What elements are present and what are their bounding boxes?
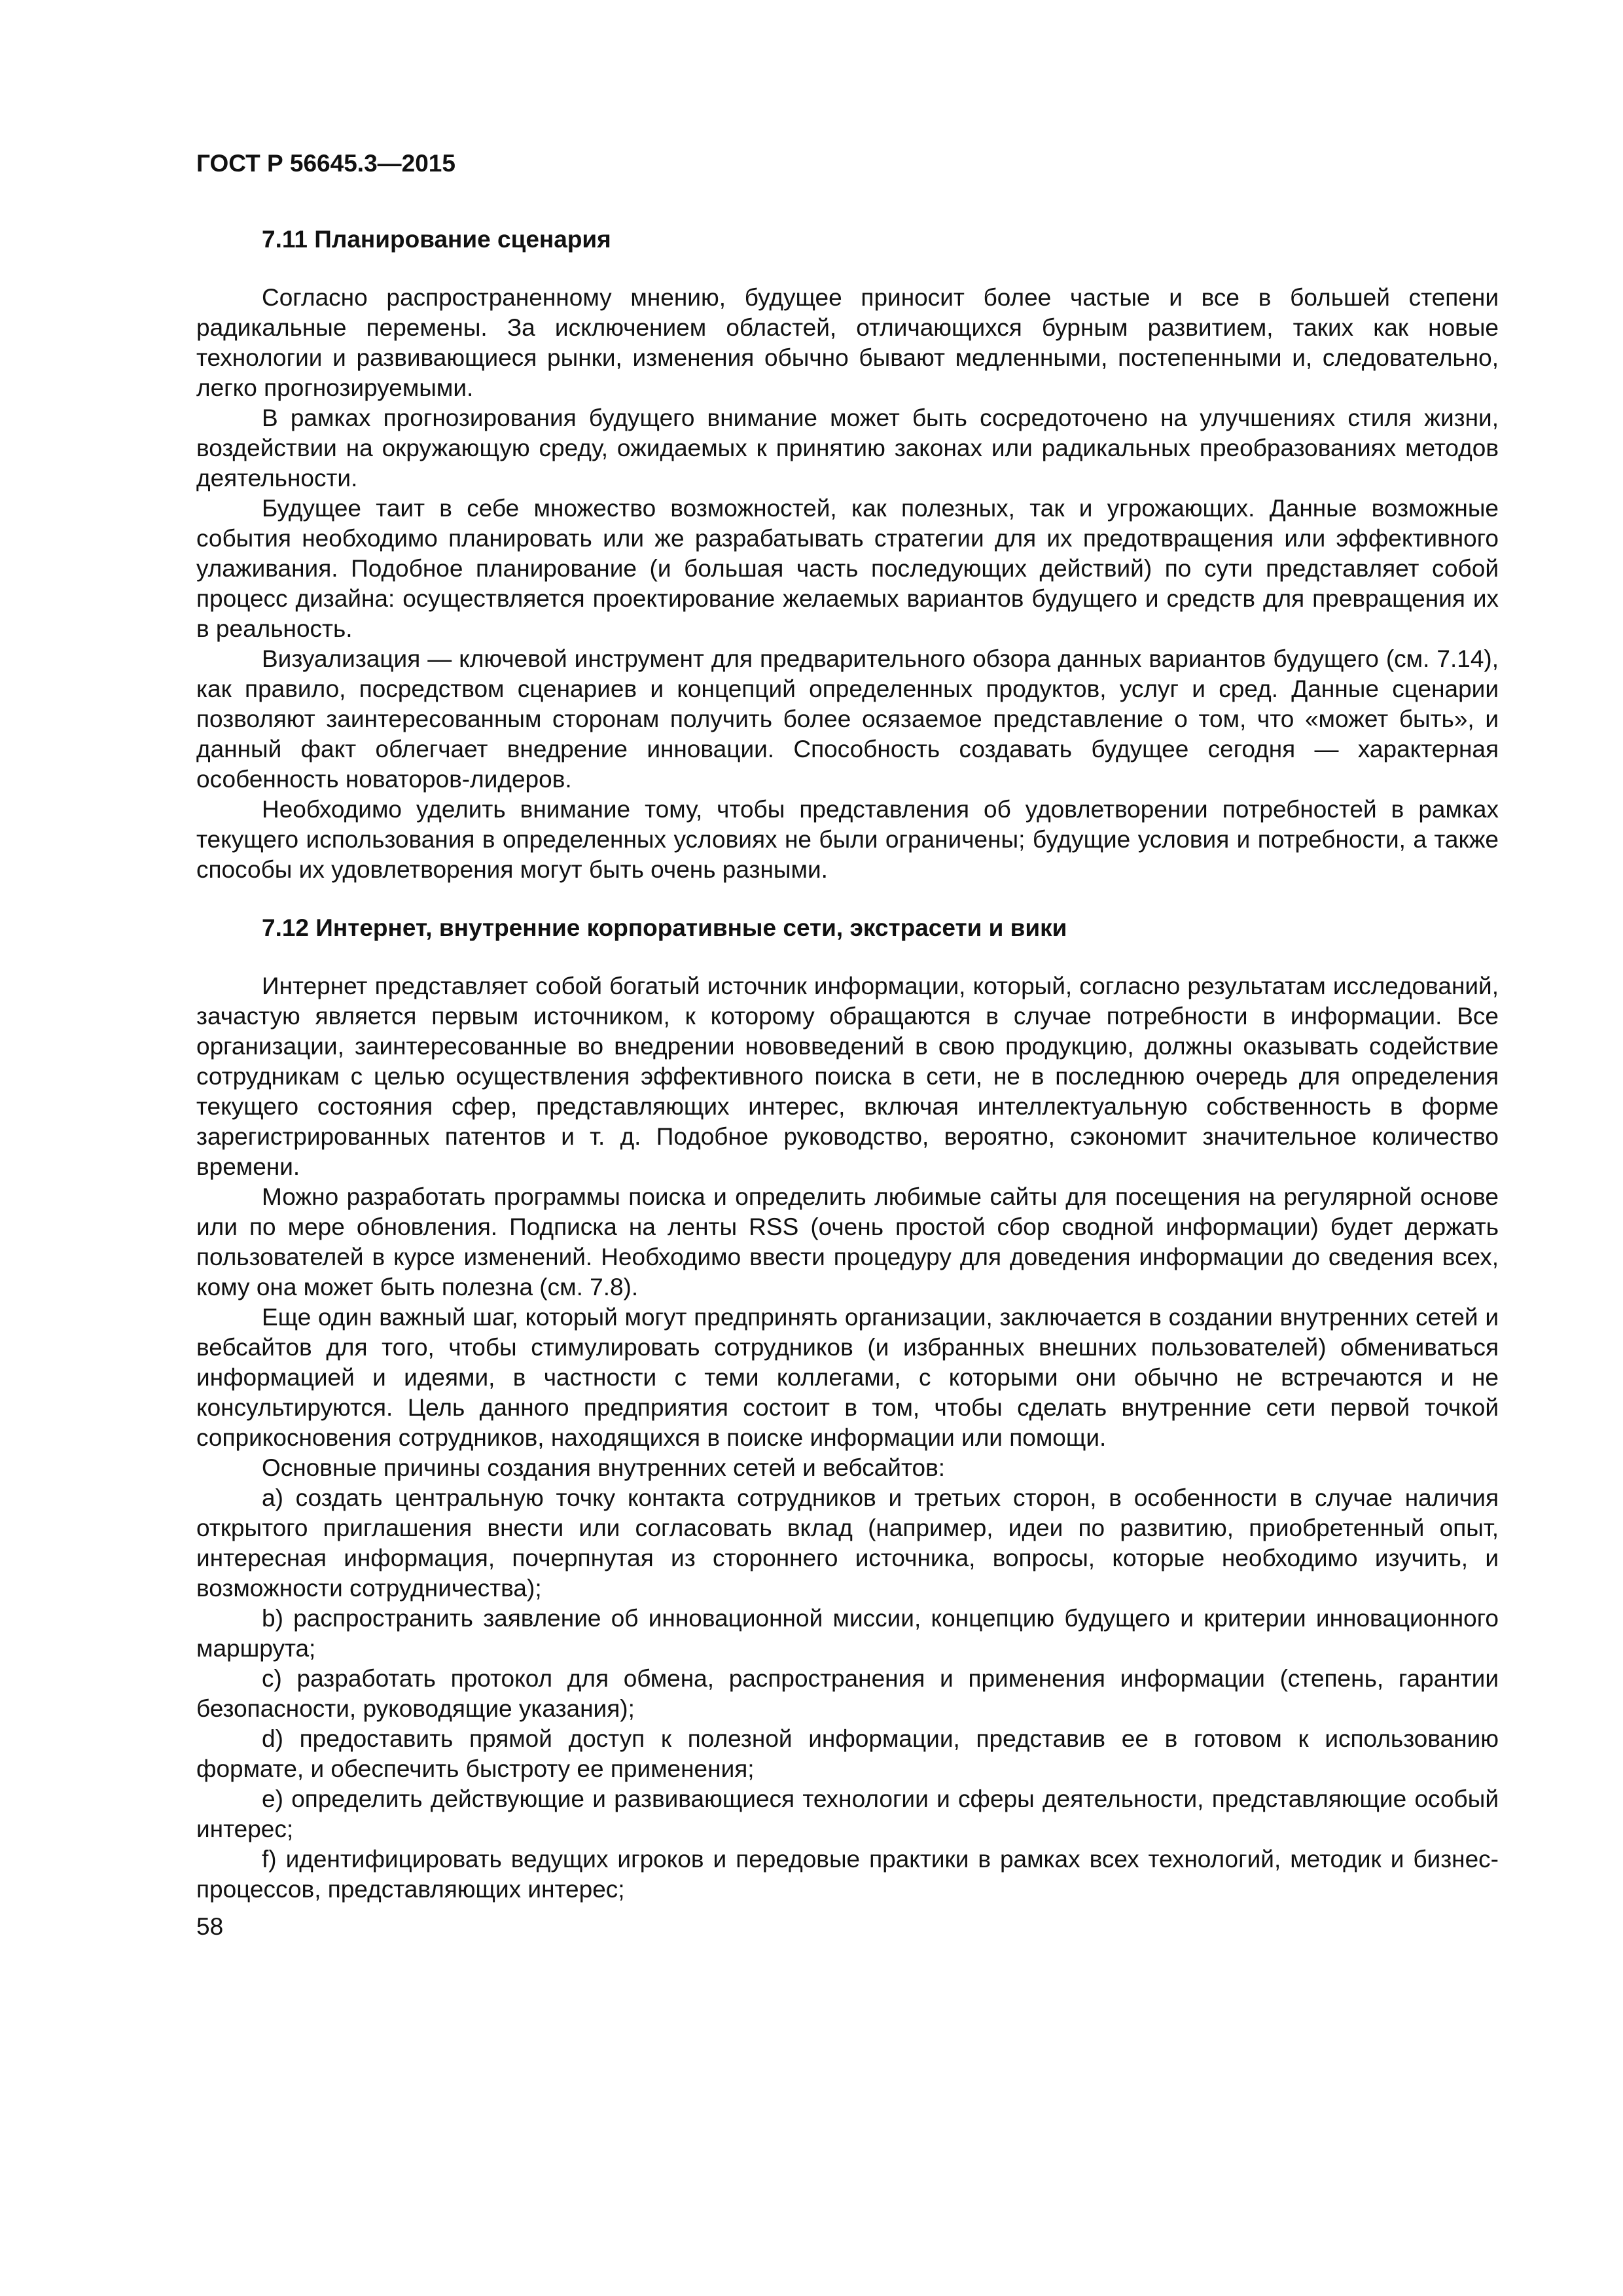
paragraph: Будущее таит в себе множество возможностей, как полезных, так и угрожающих. Данные возможные события необходимо планировать или же разрабатывать стратегии для их предотвращения или эффективного улаживания. Подобное планирование (и большая часть последующих действий) по сути представляет собой процесс дизайна: осуществляется проектирование желаемых вариантов будущего и средств для превращения их в реальность. bbox=[196, 495, 1499, 642]
paragraph: Согласно распространенному мнению, будущее приносит более частые и все в большей степени радикальные перемены. За исключением областей, отличающихся бурным развитием, таких как новые технологии и развивающиеся рынки, изменения обычно бывают медленными, постепенными и, следовательно, легко прогнозируемыми. bbox=[196, 284, 1499, 401]
paragraph: Можно разработать программы поиска и определить любимые сайты для посещения на регулярной основе или по мере обновления. Подписка на ленты RSS (очень простой сбор сводной информации) будет держать пользователей в курсе изменений. Необходимо ввести процедуру для доведения информации до сведения всех, кому она может быть полезна (см. 7.8). bbox=[196, 1183, 1499, 1300]
list-item: e) определить действующие и развивающиеся технологии и сферы деятельности, представляющие особый интерес; bbox=[196, 1785, 1499, 1842]
paragraph: В рамках прогнозирования будущего внимание может быть сосредоточено на улучшениях стиля жизни, воздействии на окружающую среду, ожидаемых к принятию законах или радикальных преобразованиях методов деятельности. bbox=[196, 404, 1499, 492]
list-item: a) создать центральную точку контакта сотрудников и третьих сторон, в особенности в случае наличия открытого приглашения внести или согласовать вклад (например, идеи по развитию, приобретенный опыт, интересная информация, почерпнутая из стороннего источника, вопросы, которые необходимо изучить, и возможности сотрудничества); bbox=[196, 1484, 1499, 1602]
list-item: c) разработать протокол для обмена, распространения и применения информации (степень, гарантии безопасности, руководящие указания); bbox=[196, 1665, 1499, 1722]
list-item: b) распространить заявление об инновационной миссии, концепцию будущего и критерии инновационного маршрута; bbox=[196, 1605, 1499, 1662]
list-item: d) предоставить прямой доступ к полезной информации, представив ее в готовом к использованию формате, и обеспечить быстроту ее применения; bbox=[196, 1725, 1499, 1782]
paragraph: Визуализация — ключевой инструмент для предварительного обзора данных вариантов будущего (см. 7.14), как правило, посредством сценариев и концепций определенных продуктов, услуг и сред. Данные сценарии позволяют заинтересованным сторонам получить более осязаемое представление о том, что «может быть», и данный факт облегчает внедрение инновации. Способность создавать будущее сегодня — характерная особенность новаторов-лидеров. bbox=[196, 645, 1499, 793]
document-page bbox=[196, 149, 1499, 1941]
list-item: f) идентифицировать ведущих игроков и передовые практики в рамках всех технологий, методик и бизнес-процессов, представляющих интерес; bbox=[196, 1846, 1499, 1903]
paragraph: Еще один важный шаг, который могут предпринять организации, заключается в создании внутренних сетей и вебсайтов для того, чтобы стимулировать сотрудников (и избранных внешних пользователей) обмениваться информацией и идеями, в частности с теми коллегами, с которыми они обычно не встречаются и не консультируются. Цель данного предприятия состоит в том, чтобы сделать внутренние сети первой точкой соприкосновения сотрудников, находящихся в поиске информации или помощи. bbox=[196, 1304, 1499, 1451]
paragraph: Интернет представляет собой богатый источник информации, который, согласно результатам исследований, зачастую является первым источником, к которому обращаются в случае потребности в информации. Все организации, заинтересованные во внедрении нововведений в свою продукцию, должны оказывать содействие сотрудникам с целью осуществления эффективного поиска в сети, не в последнюю очередь для определения текущего состояния сфер, представляющих интерес, включая интеллектуальную собственность в форме зарегистрированных патентов и т. д. Подобное руководство, вероятно, сэкономит значительное количество времени. bbox=[196, 973, 1499, 1180]
section-title-7-12: 7.12 Интернет, внутренние корпоративные сети, экстрасети и вики bbox=[262, 914, 1067, 941]
paragraph: Необходимо уделить внимание тому, чтобы представления об удовлетворении потребностей в рамках текущего использования в определенных условиях не были ограничены; будущие условия и потребности, а также способы их удовлетворения могут быть очень разными. bbox=[196, 796, 1499, 883]
section-title-7-11: 7.11 Планирование сценария bbox=[262, 226, 611, 253]
page-number: 58 bbox=[196, 1913, 224, 1940]
paragraph: Основные причины создания внутренних сетей и вебсайтов: bbox=[262, 1454, 946, 1481]
document-header: ГОСТ Р 56645.3—2015 bbox=[196, 150, 455, 177]
